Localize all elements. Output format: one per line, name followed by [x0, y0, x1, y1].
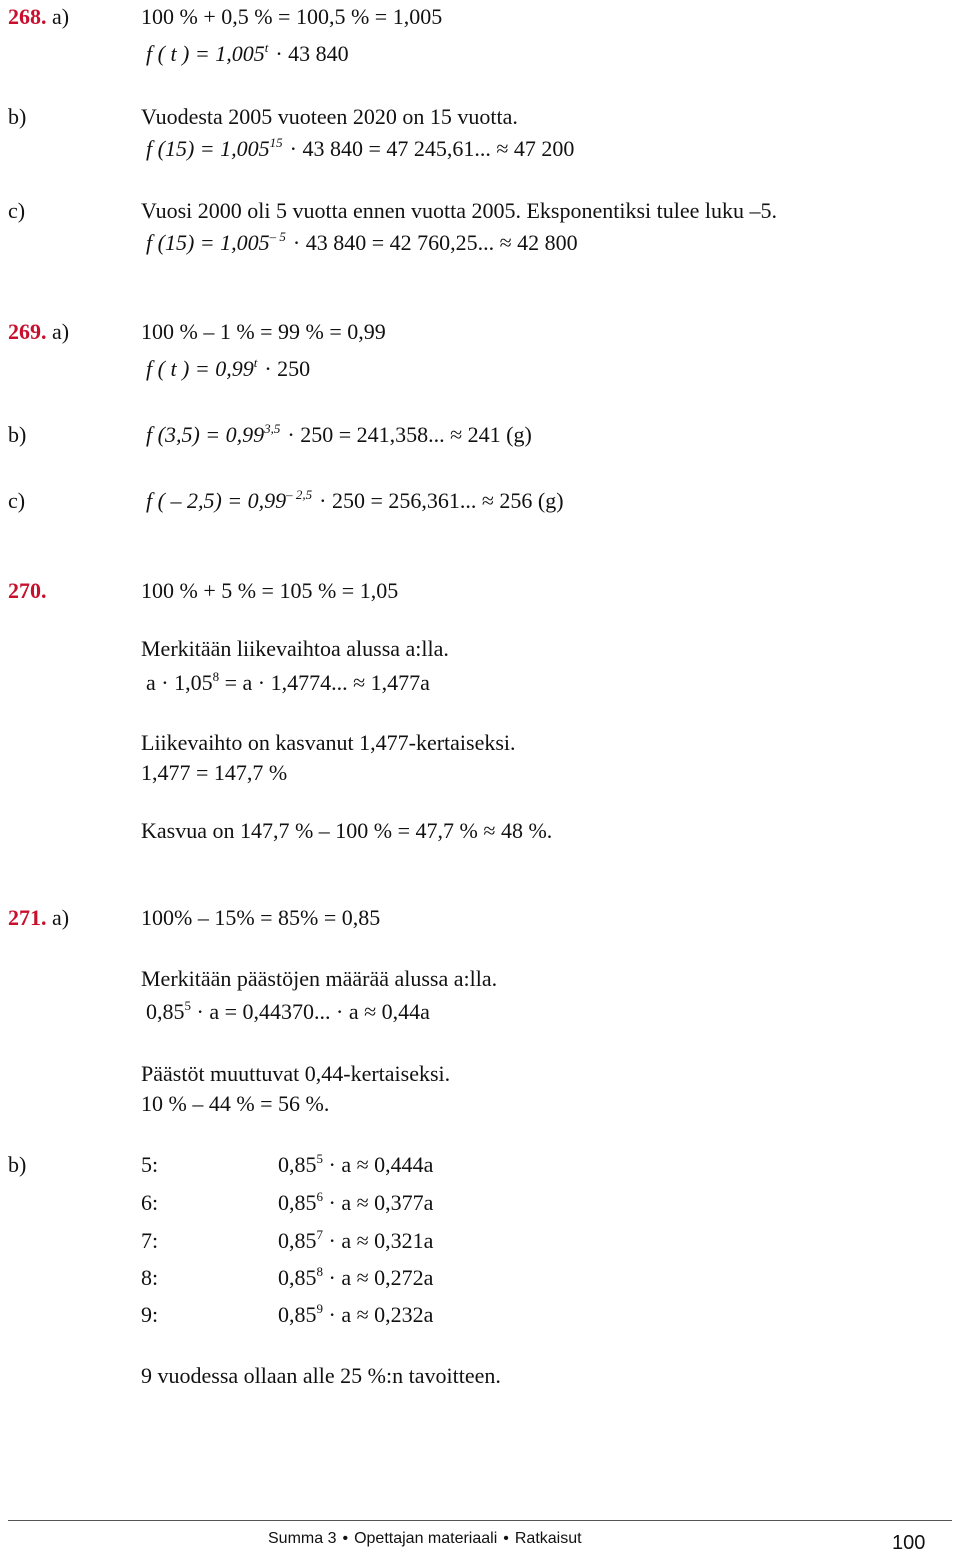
formula-rhs: · a ≈ 0,377a	[323, 1190, 434, 1215]
formula-base: 0,85	[278, 1228, 317, 1253]
exponent: 5	[184, 998, 191, 1013]
formula-rhs: · 43 840	[275, 41, 349, 66]
formula-line	[146, 229, 578, 255]
formula-line	[146, 355, 311, 381]
table-row	[278, 1227, 434, 1253]
equation-line: 100 % + 0,5 % = 100,5 % = 1,005	[141, 4, 443, 29]
formula-rhs: = a · 1,4774... ≈ 1,477a	[219, 670, 430, 695]
formula-base: 0,85	[278, 1190, 317, 1215]
formula-line	[146, 40, 349, 66]
exponent: – 5	[269, 229, 286, 244]
part-label: a)	[52, 905, 70, 930]
formula-lhs: a · 1,05	[146, 670, 213, 695]
text-line: Vuosi 2000 oli 5 vuotta ennen vuotta 2005. Eksponentiksi tulee luku –5.	[141, 198, 778, 223]
formula-line	[146, 998, 430, 1024]
table-row-year: 5:	[141, 1152, 159, 1177]
exponent: t	[253, 355, 258, 370]
footer-separator: •	[503, 1530, 509, 1547]
table-row	[278, 1189, 434, 1215]
equation-line: 1,477 = 147,7 %	[141, 760, 288, 785]
footer-divider	[8, 1520, 952, 1521]
exponent: 5	[316, 1151, 323, 1166]
part-label: c)	[8, 488, 26, 513]
formula-base: 0,85	[278, 1302, 317, 1327]
formula-line	[146, 135, 575, 161]
formula-rhs: · 250 = 256,361... ≈ 256 (g)	[319, 488, 564, 513]
formula-lhs: f ( t ) = 1,005	[146, 41, 265, 66]
part-label: a)	[52, 319, 70, 344]
formula-line	[146, 669, 430, 695]
table-row	[278, 1151, 434, 1177]
formula-lhs: f (15) = 1,005	[146, 136, 270, 161]
exponent: – 2,5	[286, 487, 313, 502]
formula-rhs: · 43 840 = 42 760,25... ≈ 42 800	[292, 230, 578, 255]
text-line: Merkitään liikevaihtoa alussa a:lla.	[141, 636, 449, 661]
part-label: b)	[8, 1152, 27, 1177]
exponent: 15	[269, 135, 283, 150]
formula-lhs: f (3,5) = 0,99	[146, 422, 265, 447]
footer-section: Ratkaisut	[514, 1530, 582, 1547]
exponent: 8	[212, 669, 220, 684]
footer-separator: •	[342, 1530, 349, 1547]
equation-line: 100 % + 5 % = 105 % = 1,05	[141, 578, 399, 603]
text-line: Liikevaihto on kasvanut 1,477-kertaiseksi.	[141, 730, 516, 755]
formula-rhs: · 250	[264, 356, 311, 381]
formula-lhs: f (15) = 1,005	[146, 230, 270, 255]
exponent: 9	[316, 1301, 323, 1316]
table-row-year: 9:	[141, 1302, 159, 1327]
problem-number: 271.	[8, 905, 47, 930]
exponent: 3,5	[264, 421, 281, 436]
equation-line: 100 % – 1 % = 99 % = 0,99	[141, 319, 386, 344]
part-label: b)	[8, 422, 27, 447]
part-label: c)	[8, 198, 26, 223]
formula-rhs: · a ≈ 0,272a	[323, 1265, 434, 1290]
page-number: 100	[892, 1532, 926, 1554]
formula-rhs: · a = 0,44370... · a ≈ 0,44a	[191, 999, 430, 1024]
conclusion-text: 9 vuodessa ollaan alle 25 %:n tavoitteen.	[141, 1363, 501, 1388]
exponent: 7	[316, 1227, 323, 1242]
footer-material: Opettajan materiaali	[354, 1530, 498, 1547]
equation-line: Kasvua on 147,7 % – 100 % = 47,7 % ≈ 48 %.	[141, 818, 553, 843]
formula-lhs: 0,85	[146, 999, 185, 1024]
problem-269-header	[8, 321, 69, 343]
problem-number: 270.	[8, 578, 47, 603]
problem-number: 268.	[8, 4, 47, 29]
formula-lhs: f ( – 2,5) = 0,99	[146, 488, 287, 513]
formula-base: 0,85	[278, 1265, 317, 1290]
problem-268-header	[8, 6, 69, 28]
formula-lhs: f ( t ) = 0,99	[146, 356, 254, 381]
footer-series: Summa 3	[268, 1530, 337, 1547]
exponent: t	[264, 40, 269, 55]
exponent: 6	[316, 1189, 323, 1204]
formula-base: 0,85	[278, 1152, 317, 1177]
table-row	[278, 1264, 434, 1290]
table-row	[278, 1301, 434, 1327]
table-row-year: 6:	[141, 1190, 159, 1215]
problem-271-header	[8, 907, 69, 929]
formula-rhs: · 250 = 241,358... ≈ 241 (g)	[287, 422, 532, 447]
equation-line: 10 % – 44 % = 56 %.	[141, 1091, 330, 1116]
part-label: a)	[52, 4, 70, 29]
part-label: b)	[8, 104, 27, 129]
page-footer	[268, 1530, 582, 1548]
table-row-year: 7:	[141, 1228, 159, 1253]
table-row-year: 8:	[141, 1265, 159, 1290]
text-line: Vuodesta 2005 vuoteen 2020 on 15 vuotta.	[141, 104, 518, 129]
formula-rhs: · a ≈ 0,321a	[323, 1228, 434, 1253]
text-line: Merkitään päästöjen määrää alussa a:lla.	[141, 966, 498, 991]
formula-rhs: · 43 840 = 47 245,61... ≈ 47 200	[289, 136, 575, 161]
formula-line	[146, 421, 532, 447]
formula-rhs: · a ≈ 0,444a	[323, 1152, 434, 1177]
equation-line: 100% – 15% = 85% = 0,85	[141, 905, 381, 930]
formula-line	[146, 487, 564, 513]
text-line: Päästöt muuttuvat 0,44-kertaiseksi.	[141, 1061, 451, 1086]
exponent: 8	[316, 1264, 323, 1279]
problem-number: 269.	[8, 319, 47, 344]
formula-rhs: · a ≈ 0,232a	[323, 1302, 434, 1327]
